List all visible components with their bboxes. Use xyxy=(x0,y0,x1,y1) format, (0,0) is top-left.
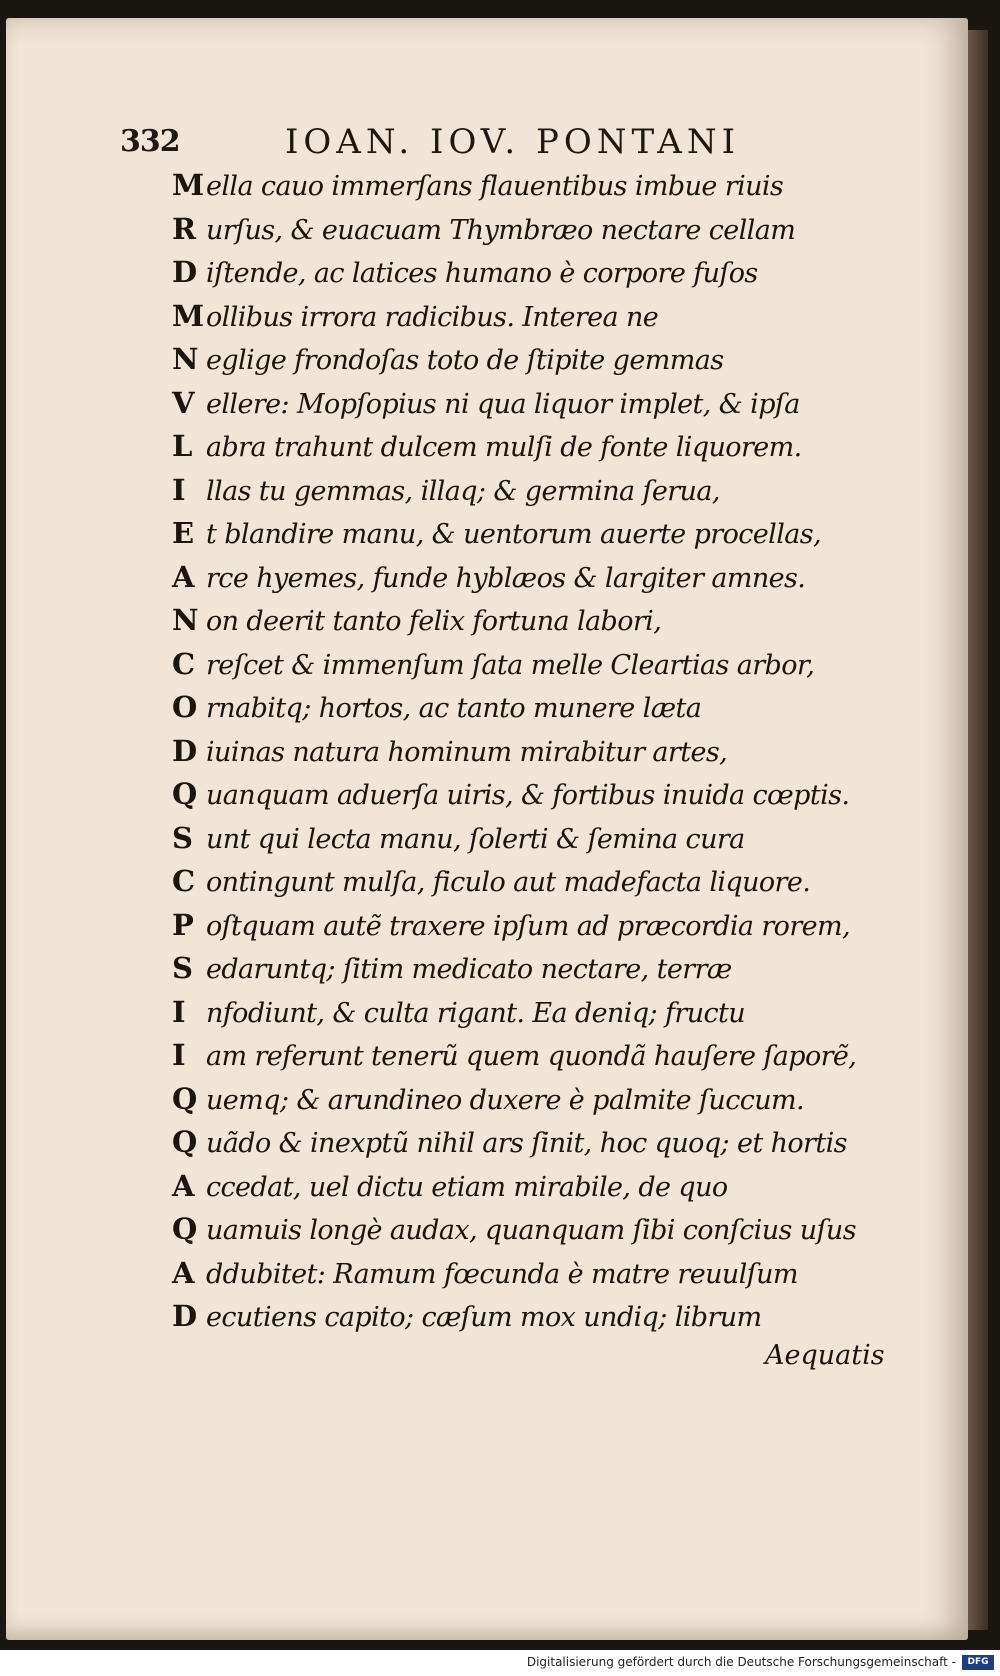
verse-text: iuinas natura hominum mirabitur artes, xyxy=(206,736,728,768)
verse-text: unt qui lecta manu, ſolerti & ſemina cura xyxy=(206,823,745,855)
verse-text: uamuis longè audax, quanquam ſibi conſcius uſus xyxy=(206,1215,856,1246)
verse-line xyxy=(172,556,892,600)
verse-line xyxy=(172,817,892,861)
verse-initial: D xyxy=(172,733,198,768)
verse-initial: S xyxy=(172,951,193,985)
verse-text: ddubitet: Ramum fœcunda è matre reuulſum xyxy=(206,1258,798,1290)
verse-text: ella cauo immerſans flauentibus imbue riuis xyxy=(206,171,784,202)
verse-line xyxy=(172,295,892,339)
verse-line xyxy=(172,251,892,295)
verse-text: uemq; & arundineo duxere è palmite ſuccum. xyxy=(206,1084,805,1116)
verse-initial: D xyxy=(172,255,198,289)
verse-initial: E xyxy=(172,516,195,550)
verse-line xyxy=(172,1121,892,1165)
verse-text: on deerit tanto felix fortuna labori, xyxy=(206,606,662,637)
verse-initial: C xyxy=(172,646,196,681)
page-header xyxy=(120,122,860,162)
verse-text: oſtquam autẽ traxere ipſum ad præcordia rorem, xyxy=(206,910,851,942)
verse-text: ellere: Mopſopius ni qua liquor implet, & ipſa xyxy=(206,388,800,420)
verse-text: urſus, & euacuam Thymbræo nectare cellam xyxy=(206,214,796,246)
verse-initial: V xyxy=(172,385,195,420)
page-edge xyxy=(968,30,988,1630)
verse-line xyxy=(172,904,892,948)
verse-line xyxy=(172,382,892,426)
verse-line xyxy=(172,686,892,730)
verse-line xyxy=(172,1295,892,1339)
verse-line xyxy=(172,599,892,643)
verse-text: t blandire manu, & uentorum auerte procellas, xyxy=(206,519,821,550)
verse-line xyxy=(172,860,892,904)
verse-initial: S xyxy=(172,820,193,855)
verse-text: edaruntq; ſitim medicato nectare, terræ xyxy=(206,954,732,985)
funding-notice: Digitalisierung gefördert durch die Deutsche Forschungsgemeinschaft - xyxy=(526,1655,956,1669)
verse-text: llas tu gemmas, illaq; & germina ſerua, xyxy=(206,475,720,507)
verse-text: rce hyemes, funde hyblæos & largiter amnes. xyxy=(206,562,806,594)
verse-initial: I xyxy=(172,994,186,1029)
verse-text: ollibus irrora radicibus. Interea ne xyxy=(206,301,659,333)
verse-initial: A xyxy=(172,1255,195,1290)
verse-text: uanquam aduerſa uiris, & fortibus inuida cœptis. xyxy=(206,780,850,811)
verse-text: abra trahunt dulcem mulſi de fonte liquorem. xyxy=(206,432,802,463)
verse-text: ontingunt mulſa, ficulo aut madefacta liquore. xyxy=(206,867,811,898)
verse-initial: N xyxy=(172,342,199,376)
verse-line xyxy=(172,730,892,774)
verse-initial: Q xyxy=(172,1212,198,1246)
catchword: Aequatis xyxy=(765,1340,885,1371)
verse-text: ecutiens capito; cæſum mox undiq; librum xyxy=(206,1302,762,1333)
verse-line xyxy=(172,773,892,817)
verse-initial: Q xyxy=(172,1081,198,1116)
verse-initial: L xyxy=(172,429,193,463)
verse-text: uãdo & inexptũ nihil ars ſinit, hoc quoq; et hortis xyxy=(206,1128,847,1159)
verse-initial: Q xyxy=(172,777,198,811)
verse-line xyxy=(172,1252,892,1296)
verse-text: ccedat, uel dictu etiam mirabile, de quo xyxy=(206,1171,728,1203)
verse-line xyxy=(172,338,892,382)
dfg-logo-icon: DFG xyxy=(962,1655,994,1670)
verse-initial: M xyxy=(172,168,205,202)
verse-text: reſcet & immenſum ſata melle Cleartias arbor, xyxy=(206,649,815,681)
verse-text: nfodiunt, & culta rigant. Ea deniq; fructu xyxy=(206,997,746,1029)
verse-text: am referunt tenerũ quem quondã hauſere ſaporẽ, xyxy=(206,1041,857,1072)
verse-initial: A xyxy=(172,1168,195,1203)
verse-initial: P xyxy=(172,907,194,942)
verse-line xyxy=(172,991,892,1035)
digitization-footer xyxy=(0,1650,1000,1676)
verse-initial: A xyxy=(172,559,195,594)
verse-initial: R xyxy=(172,211,197,246)
verse-line xyxy=(172,512,892,556)
verse-initial: I xyxy=(172,1038,186,1072)
verse-initial: I xyxy=(172,472,186,507)
page-number: 332 xyxy=(120,124,180,159)
verse-text: eglige frondoſas toto de ſtipite gemmas xyxy=(206,345,724,376)
verse-line xyxy=(172,425,892,469)
verse-line xyxy=(172,1208,892,1252)
verse-line xyxy=(172,1034,892,1078)
verse-initial: M xyxy=(172,298,205,333)
verse-line xyxy=(172,469,892,513)
verse-list xyxy=(172,164,892,1339)
verse-line xyxy=(172,643,892,687)
verse-line xyxy=(172,1165,892,1209)
verse-line xyxy=(172,164,892,208)
verse-text: rnabitq; hortos, ac tanto munere læta xyxy=(206,693,702,724)
verse-initial: O xyxy=(172,690,198,724)
verse-initial: D xyxy=(172,1299,198,1333)
verse-line xyxy=(172,208,892,252)
verse-line xyxy=(172,947,892,991)
verse-line xyxy=(172,1078,892,1122)
running-title: IOAN. IOV. PONTANI xyxy=(285,122,741,162)
verse-initial: N xyxy=(172,603,199,637)
verse-text: iſtende, ac latices humano è corpore fuſos xyxy=(206,258,758,289)
verse-initial: C xyxy=(172,864,196,898)
verse-initial: Q xyxy=(172,1125,198,1159)
